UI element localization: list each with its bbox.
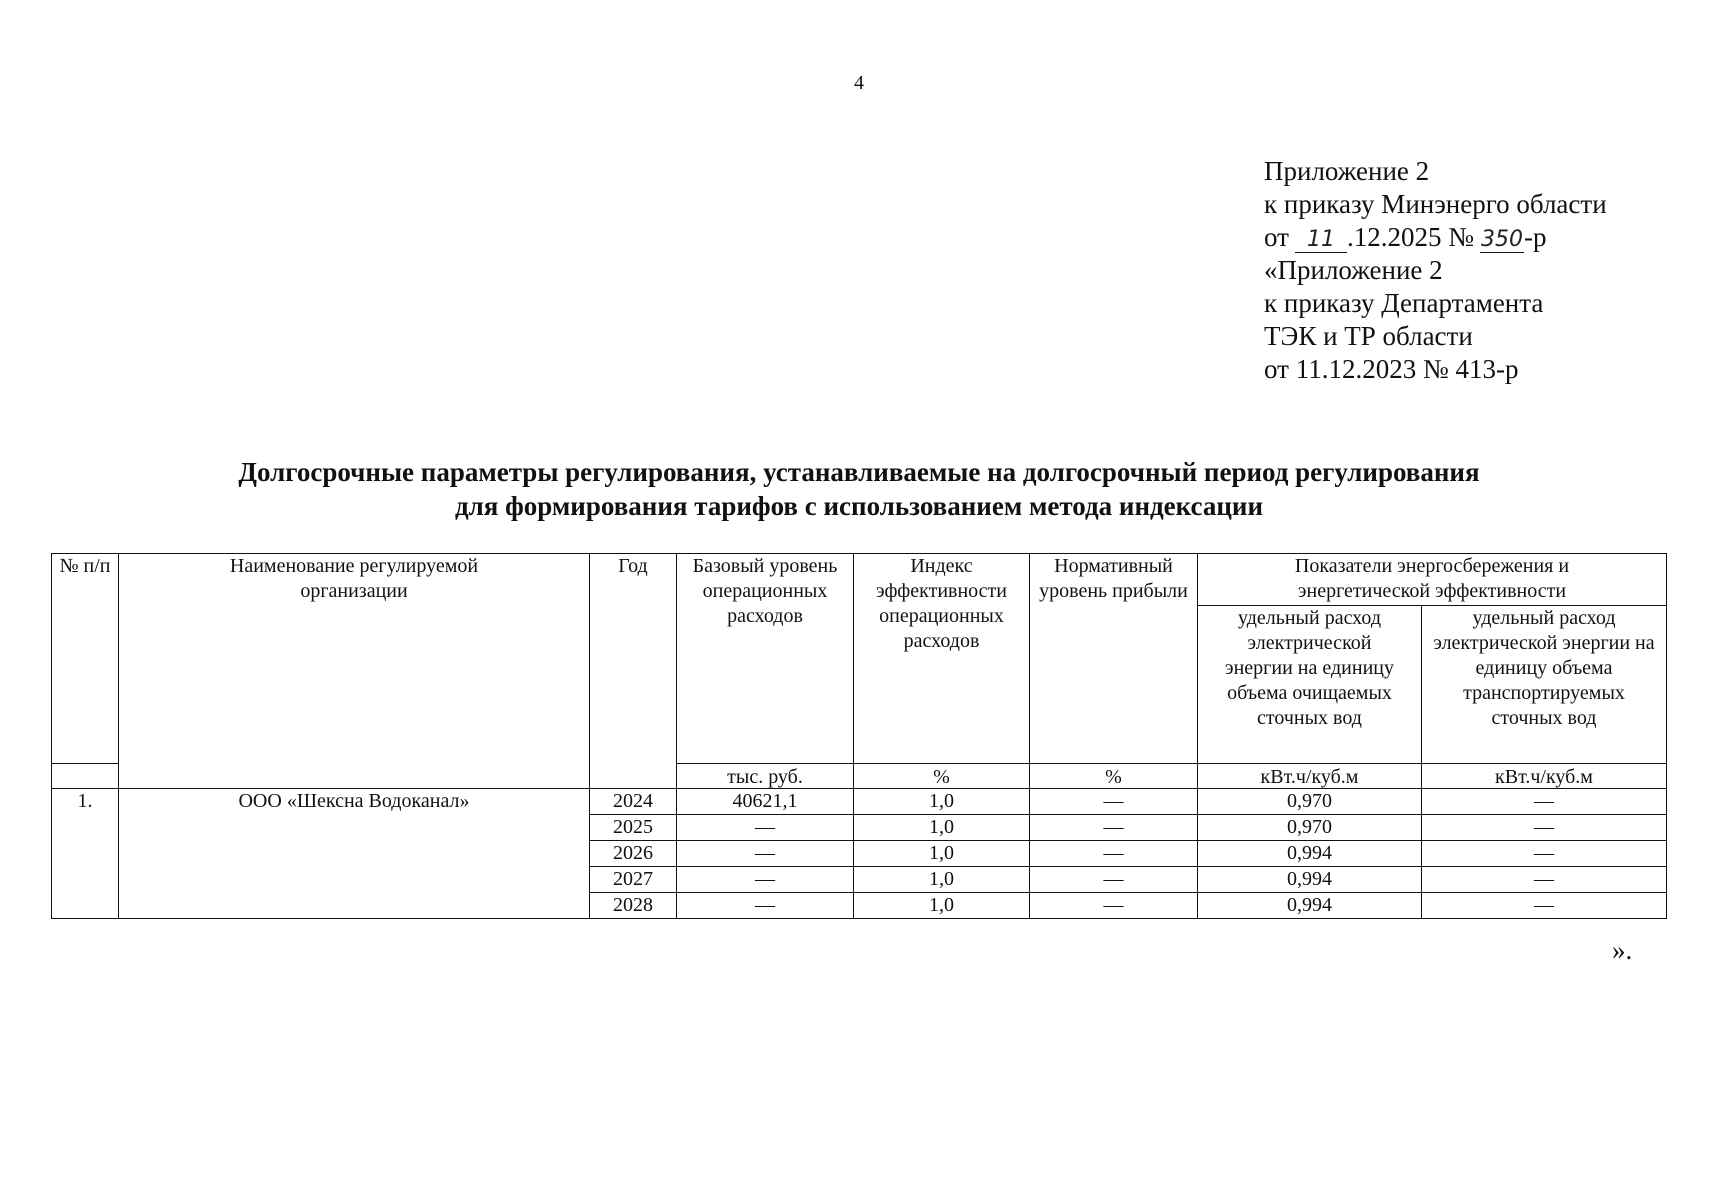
cell-efficiency-index: 1,0 [854, 815, 1030, 841]
cell-energy-treated: 0,970 [1198, 789, 1422, 815]
cell-year: 2025 [590, 815, 677, 841]
cell-profit-level: — [1030, 867, 1198, 893]
header-energy-transported: удельный расход электрической энергии на единицу объема транспортируемых сточных вод [1422, 606, 1667, 764]
header-profit-level: Нормативный уровень прибыли [1030, 554, 1198, 764]
cell-base-level: — [677, 893, 854, 919]
appendix-line-3 [1264, 221, 1607, 254]
appendix-block [1264, 155, 1607, 386]
row-organization-number: 1. [52, 789, 119, 919]
cell-energy-treated: 0,994 [1198, 893, 1422, 919]
cell-year: 2026 [590, 841, 677, 867]
header-energy-treated: удельный расход электрической энергии на единицу объема очищаемых сточных вод [1198, 606, 1422, 764]
header-year: Год [590, 554, 677, 789]
header-number: № п/п [52, 554, 119, 764]
row-organization-name: ООО «Шексна Водоканал» [119, 789, 590, 919]
cell-energy-transported: — [1422, 867, 1667, 893]
cell-base-level: 40621,1 [677, 789, 854, 815]
cell-energy-transported: — [1422, 841, 1667, 867]
appendix-date-prefix: от [1264, 222, 1289, 252]
page-number: 4 [854, 72, 864, 94]
header-number-units [52, 764, 119, 789]
closing-quote-mark: ». [1612, 935, 1633, 965]
header-efficiency-index: Индекс эффективности операционных расходов [854, 554, 1030, 764]
document-title-line-1: Долгосрочные параметры регулирования, устанавливаемые на долгосрочный период регулирования [238, 457, 1480, 487]
appendix-line-4: «Приложение 2 [1264, 255, 1443, 285]
unit-efficiency-index: % [854, 764, 1030, 789]
cell-energy-transported: — [1422, 789, 1667, 815]
header-base-level: Базовый уровень операционных расходов [677, 554, 854, 764]
appendix-line-1: Приложение 2 [1264, 156, 1430, 186]
cell-year: 2024 [590, 789, 677, 815]
header-energy-group: Показатели энергосбережения и энергетической эффективности [1198, 554, 1667, 606]
cell-base-level: — [677, 867, 854, 893]
table-row [52, 789, 1667, 815]
cell-energy-treated: 0,970 [1198, 815, 1422, 841]
appendix-date-middle: .12.2025 № [1346, 222, 1474, 252]
unit-base-level: тыс. руб. [677, 764, 854, 789]
appendix-line-7: от 11.12.2023 № 413-р [1264, 354, 1519, 384]
cell-energy-transported: — [1422, 893, 1667, 919]
cell-efficiency-index: 1,0 [854, 841, 1030, 867]
appendix-line-6: ТЭК и ТР области [1264, 321, 1473, 351]
appendix-line-2: к приказу Минэнерго области [1264, 189, 1607, 219]
unit-energy-treated: кВт.ч/куб.м [1198, 764, 1422, 789]
cell-year: 2027 [590, 867, 677, 893]
cell-energy-treated: 0,994 [1198, 867, 1422, 893]
cell-energy-transported: — [1422, 815, 1667, 841]
handwritten-day: 11 [1295, 228, 1347, 253]
cell-year: 2028 [590, 893, 677, 919]
cell-base-level: — [677, 815, 854, 841]
appendix-order-suffix: -р [1523, 222, 1547, 252]
appendix-line-5: к приказу Департамента [1264, 288, 1544, 318]
cell-efficiency-index: 1,0 [854, 789, 1030, 815]
cell-base-level: — [677, 841, 854, 867]
regulation-parameters-table [51, 553, 1667, 919]
cell-profit-level: — [1030, 789, 1198, 815]
document-title [0, 455, 1718, 523]
cell-profit-level: — [1030, 841, 1198, 867]
document-title-line-2: для формирования тарифов с использованием метода индексации [454, 491, 1264, 521]
cell-profit-level: — [1030, 893, 1198, 919]
unit-profit-level: % [1030, 764, 1198, 789]
cell-efficiency-index: 1,0 [854, 867, 1030, 893]
cell-efficiency-index: 1,0 [854, 893, 1030, 919]
cell-profit-level: — [1030, 815, 1198, 841]
unit-energy-transported: кВт.ч/куб.м [1422, 764, 1667, 789]
header-organization: Наименование регулируемой организации [119, 554, 590, 789]
handwritten-order-number: 350 [1480, 227, 1523, 252]
cell-energy-treated: 0,994 [1198, 841, 1422, 867]
